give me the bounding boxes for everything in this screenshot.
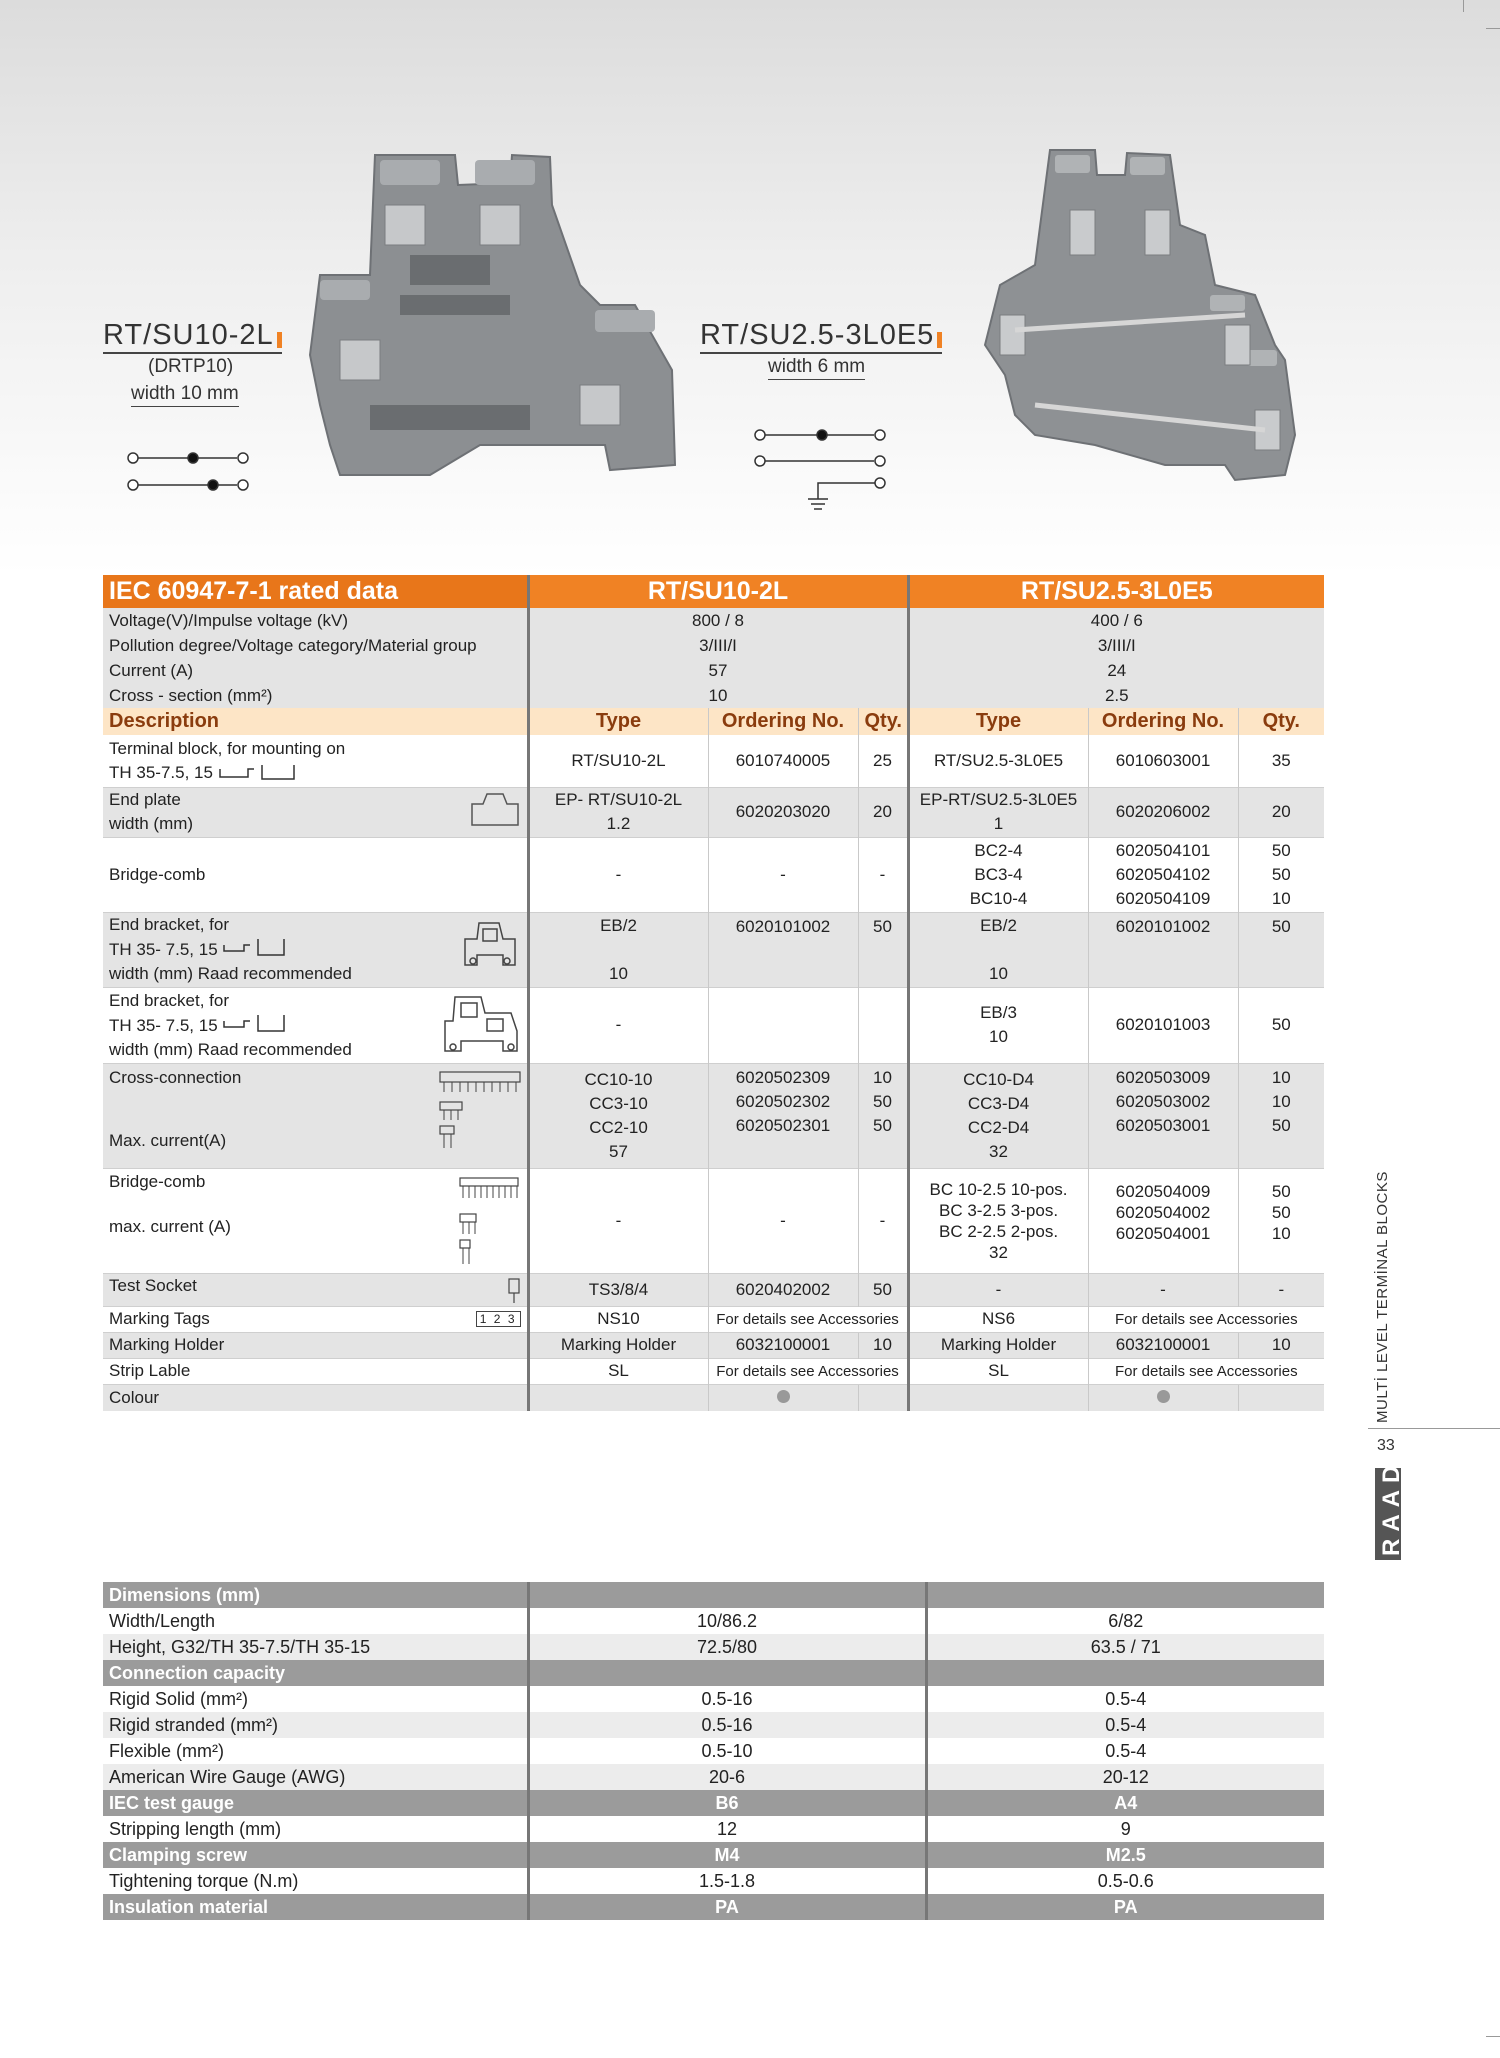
product-subtitle-left: (DRTP10): [148, 356, 234, 377]
dimension-label: Insulation material: [103, 1894, 528, 1920]
marking-tags-details: For details see Accessories: [1088, 1306, 1324, 1332]
type-header: Type: [908, 708, 1088, 735]
table-title: IEC 60947-7-1 rated data: [103, 575, 528, 608]
qty-header: Qty.: [1238, 708, 1324, 735]
end-bracket-qty: 50: [1238, 912, 1324, 987]
bridge-comb-ordering-no: -: [708, 1168, 858, 1273]
dimension-label: Rigid stranded (mm²): [103, 1712, 528, 1738]
dimension-label: IEC test gauge: [103, 1790, 528, 1816]
dimension-value: 10/86.2: [528, 1608, 926, 1634]
dimension-value: PA: [528, 1894, 926, 1920]
strip-label-type: SL: [528, 1358, 708, 1384]
dimension-label: Height, G32/TH 35-7.5/TH 35-15: [103, 1634, 528, 1660]
end-plate-type: EP-RT/SU2.5-3L0E5 1: [908, 787, 1088, 837]
type-header: Type: [528, 708, 708, 735]
cross-connection-types: CC10-10 CC3-10 CC2-10 57: [528, 1063, 708, 1168]
rated-value: 3/III/I: [528, 633, 908, 658]
end-bracket-type: -: [528, 987, 708, 1063]
dimension-label: Dimensions (mm): [103, 1582, 528, 1608]
end-bracket-type: EB/3 10: [908, 987, 1088, 1063]
section-vertical-label: MULTİ LEVEL TERMİNAL BLOCKS: [1374, 1171, 1391, 1423]
marking-holder-qty: 10: [858, 1332, 908, 1358]
terminal-block-label: Terminal block, for mounting on TH 35-7.5, 15: [103, 735, 528, 787]
rated-value: 800 / 8: [528, 608, 908, 633]
qty-header: Qty.: [858, 708, 908, 735]
marking-holder-ordering-no: 6032100001: [1088, 1332, 1238, 1358]
dimension-value: M2.5: [926, 1842, 1324, 1868]
bridge-comb-ordering-no: -: [708, 837, 858, 912]
terminal-ordering-no: 6010603001: [1088, 735, 1238, 787]
terminal-block-photo-right: [955, 145, 1345, 495]
din-rail-icon: [222, 1013, 288, 1035]
empty-cell: [528, 1384, 708, 1411]
cross-connection-ordering-nos: 6020502309 6020502302 6020502301: [708, 1063, 858, 1168]
test-socket-ordering-no: 6020402002: [708, 1273, 858, 1306]
cross-connection-qtys: 10 10 50: [1238, 1063, 1324, 1168]
trim-mark: [1463, 0, 1464, 12]
test-socket-qty: 50: [858, 1273, 908, 1306]
circuit-schematic-right-icon: [752, 425, 892, 517]
rated-label: Voltage(V)/Impulse voltage (kV): [103, 608, 528, 633]
rated-value: 2.5: [908, 683, 1324, 708]
product-title-right: RT/SU2.5-3L0E5: [700, 318, 942, 354]
dimension-value: [528, 1660, 926, 1686]
cross-connection-label: Cross-connection Max. current(A): [103, 1063, 528, 1168]
end-plate-type: EP- RT/SU10-2L 1.2: [528, 787, 708, 837]
end-plate-label: End plate width (mm): [103, 787, 528, 837]
dimension-row: [103, 1608, 1324, 1634]
dimension-label: American Wire Gauge (AWG): [103, 1764, 528, 1790]
rated-value: 3/III/I: [908, 633, 1324, 658]
din-rail-icon: [218, 763, 298, 781]
strip-label-type: SL: [908, 1358, 1088, 1384]
dimension-value: 20-6: [528, 1764, 926, 1790]
end-plate-qty: 20: [858, 787, 908, 837]
dimension-value: 72.5/80: [528, 1634, 926, 1660]
terminal-type: RT/SU10-2L: [528, 735, 708, 787]
test-socket-type: -: [908, 1273, 1088, 1306]
dimension-value: 0.5-4: [926, 1686, 1324, 1712]
dimension-label: Rigid Solid (mm²): [103, 1686, 528, 1712]
colour-swatch-cell: [1088, 1384, 1238, 1411]
dimension-value: 12: [528, 1816, 926, 1842]
trim-mark: [1486, 2036, 1500, 2037]
dimension-row: [103, 1790, 1324, 1816]
dimension-label: Width/Length: [103, 1608, 528, 1634]
dimension-value: 0.5-4: [926, 1738, 1324, 1764]
bridge-comb-type: -: [528, 1168, 708, 1273]
dimension-value: [528, 1582, 926, 1608]
bridge-comb-types: BC 10-2.5 10-pos. BC 3-2.5 3-pos. BC 2-2.5 2-pos. 32: [908, 1168, 1088, 1273]
dimension-value: 1.5-1.8: [528, 1868, 926, 1894]
end-bracket-icon: [459, 915, 521, 973]
end-bracket-icon: [441, 991, 521, 1057]
product-title-left: RT/SU10-2L: [103, 318, 282, 354]
marking-tags-type: NS10: [528, 1306, 708, 1332]
column-header-rt-su2-5: RT/SU2.5-3L0E5: [908, 575, 1324, 608]
empty-cell: [708, 987, 858, 1063]
cross-connection-qtys: 10 50 50: [858, 1063, 908, 1168]
test-socket-label: Test Socket: [103, 1273, 528, 1306]
ordering-header: Ordering No.: [1088, 708, 1238, 735]
description-header: Description: [103, 708, 528, 735]
dimension-value: 9: [926, 1816, 1324, 1842]
end-bracket-qty: 50: [1238, 987, 1324, 1063]
dimension-value: M4: [528, 1842, 926, 1868]
bridge-comb-label: Bridge-comb: [103, 837, 528, 912]
terminal-ordering-no: 6010740005: [708, 735, 858, 787]
end-bracket-ordering-no: 6020101002: [708, 912, 858, 987]
rated-label: Current (A): [103, 658, 528, 683]
marking-holder-ordering-no: 6032100001: [708, 1332, 858, 1358]
end-bracket-label: End bracket, for TH 35- 7.5, 15 width (mm) Raad recommended: [103, 987, 528, 1063]
marking-tags-icon: 1 2 3: [476, 1311, 521, 1327]
colour-swatch: [777, 1390, 790, 1403]
dimension-label: Tightening torque (N.m): [103, 1868, 528, 1894]
colour-swatch-cell: [708, 1384, 858, 1411]
dimension-row: [103, 1634, 1324, 1660]
bridge-comb-type: -: [528, 837, 708, 912]
strip-label-details: For details see Accessories: [708, 1358, 908, 1384]
strip-label-label: Strip Lable: [103, 1358, 528, 1384]
end-bracket-qty: 50: [858, 912, 908, 987]
rated-value: 57: [528, 658, 908, 683]
dimensions-table: [103, 1582, 1324, 1920]
empty-cell: [858, 1384, 908, 1411]
dimension-row: [103, 1712, 1324, 1738]
rated-value: 400 / 6: [908, 608, 1324, 633]
empty-cell: [908, 1384, 1088, 1411]
end-bracket-ordering-no: 6020101002: [1088, 912, 1238, 987]
dimension-value: 0.5-16: [528, 1686, 926, 1712]
dimension-label: Flexible (mm²): [103, 1738, 528, 1764]
rated-value: 24: [908, 658, 1324, 683]
end-plate-icon: [469, 790, 521, 828]
dimension-value: PA: [926, 1894, 1324, 1920]
dimension-row: [103, 1816, 1324, 1842]
end-bracket-ordering-no: 6020101003: [1088, 987, 1238, 1063]
product-width-left: width 10 mm: [131, 382, 239, 407]
end-bracket-type: EB/2 10: [528, 912, 708, 987]
dimension-row: [103, 1868, 1324, 1894]
dimension-row: [103, 1842, 1324, 1868]
section-divider: [1368, 1428, 1500, 1429]
dimension-value: 0.5-0.6: [926, 1868, 1324, 1894]
terminal-type: RT/SU2.5-3L0E5: [908, 735, 1088, 787]
marking-tags-type: NS6: [908, 1306, 1088, 1332]
rated-data-table: [103, 575, 1324, 1411]
bridge-comb-qty: -: [858, 1168, 908, 1273]
cross-connection-ordering-nos: 6020503009 6020503002 6020503001: [1088, 1063, 1238, 1168]
rated-value: 10: [528, 683, 908, 708]
din-rail-icon: [222, 937, 288, 959]
end-bracket-type: EB/2 10: [908, 912, 1088, 987]
column-header-rt-su10: RT/SU10-2L: [528, 575, 908, 608]
product-width-right: width 6 mm: [768, 355, 865, 380]
test-socket-type: TS3/8/4: [528, 1273, 708, 1306]
dimension-label: Stripping length (mm): [103, 1816, 528, 1842]
rated-label: Pollution degree/Voltage category/Material group: [103, 633, 528, 658]
bridge-comb-types: BC2-4 BC3-4 BC10-4: [908, 837, 1088, 912]
bridge-comb-qty: -: [858, 837, 908, 912]
strip-label-details: For details see Accessories: [1088, 1358, 1324, 1384]
dimension-value: B6: [528, 1790, 926, 1816]
empty-cell: [1238, 1384, 1324, 1411]
marking-tags-label: 1 2 3 Marking Tags: [103, 1306, 528, 1332]
test-socket-ordering-no: -: [1088, 1273, 1238, 1306]
page-number: 33: [1377, 1437, 1395, 1454]
dimension-value: A4: [926, 1790, 1324, 1816]
dimension-value: 6/82: [926, 1608, 1324, 1634]
dimension-label: Connection capacity: [103, 1660, 528, 1686]
marking-tags-details: For details see Accessories: [708, 1306, 908, 1332]
dimension-value: 0.5-4: [926, 1712, 1324, 1738]
bridge-comb-qtys: 50 50 10: [1238, 1168, 1324, 1273]
dimension-value: 63.5 / 71: [926, 1634, 1324, 1660]
marking-holder-type: Marking Holder: [528, 1332, 708, 1358]
ordering-header: Ordering No.: [708, 708, 858, 735]
dimension-value: 0.5-16: [528, 1712, 926, 1738]
raad-logo: RAAD: [1375, 1468, 1401, 1560]
test-socket-qty: -: [1238, 1273, 1324, 1306]
bridge-comb-ordering-nos: 6020504009 6020504002 6020504001: [1088, 1168, 1238, 1273]
empty-cell: [858, 987, 908, 1063]
colour-label: Colour: [103, 1384, 528, 1411]
colour-swatch: [1157, 1390, 1170, 1403]
bridge-comb-qtys: 50 50 10: [1238, 837, 1324, 912]
dimension-value: [926, 1582, 1324, 1608]
dimension-label: Clamping screw: [103, 1842, 528, 1868]
cross-connector-icon: [439, 1070, 521, 1156]
cross-connection-types: CC10-D4 CC3-D4 CC2-D4 32: [908, 1063, 1088, 1168]
dimension-row: [103, 1582, 1324, 1608]
terminal-qty: 25: [858, 735, 908, 787]
dimension-row: [103, 1764, 1324, 1790]
dimension-row: [103, 1660, 1324, 1686]
bridge-comb-ordering-nos: 6020504101 6020504102 6020504109: [1088, 837, 1238, 912]
circuit-schematic-left-icon: [125, 448, 255, 493]
dimension-row: [103, 1894, 1324, 1920]
trim-mark: [1486, 28, 1500, 29]
rated-label: Cross - section (mm²): [103, 683, 528, 708]
dimension-row: [103, 1738, 1324, 1764]
bridge-comb-icon: [459, 1174, 521, 1270]
end-plate-qty: 20: [1238, 787, 1324, 837]
bridge-comb-label: Bridge-comb max. current (A): [103, 1168, 528, 1273]
dimension-value: 0.5-10: [528, 1738, 926, 1764]
end-plate-ordering-no: 6020203020: [708, 787, 858, 837]
dimension-value: 20-12: [926, 1764, 1324, 1790]
terminal-block-photo-left: [280, 145, 700, 485]
end-bracket-label: End bracket, for TH 35- 7.5, 15 width (mm) Raad recommended: [103, 912, 528, 987]
marking-holder-qty: 10: [1238, 1332, 1324, 1358]
terminal-qty: 35: [1238, 735, 1324, 787]
end-plate-ordering-no: 6020206002: [1088, 787, 1238, 837]
test-socket-icon: [507, 1278, 521, 1304]
dimension-row: [103, 1686, 1324, 1712]
marking-holder-type: Marking Holder: [908, 1332, 1088, 1358]
dimension-value: [926, 1660, 1324, 1686]
marking-holder-label: Marking Holder: [103, 1332, 528, 1358]
